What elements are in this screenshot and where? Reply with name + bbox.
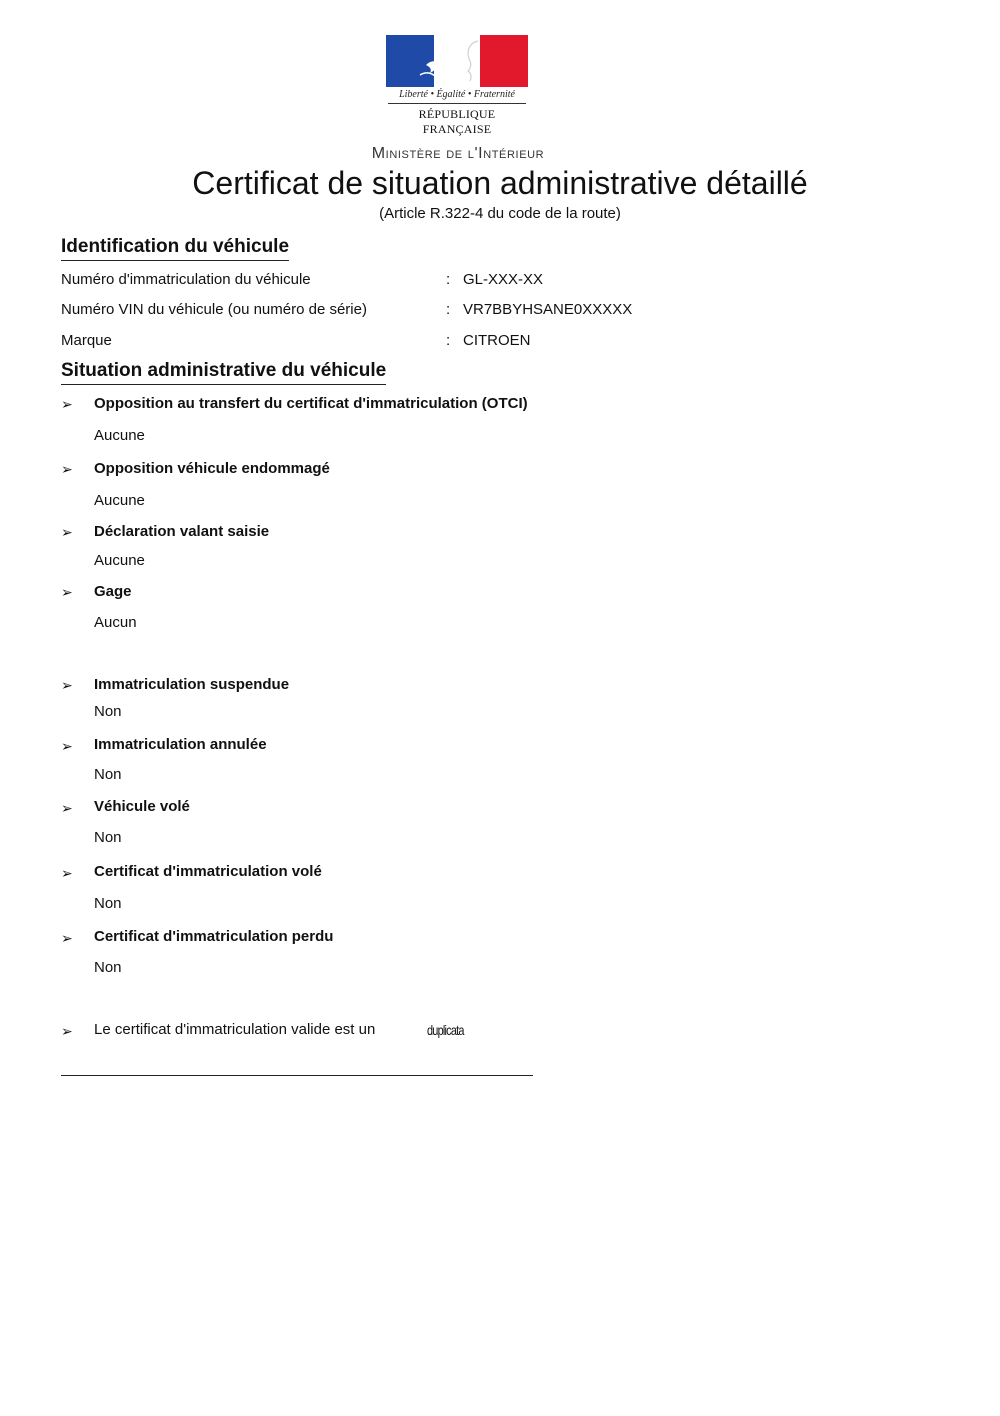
field-colon: : xyxy=(446,271,451,288)
field-value-marque: CITROEN xyxy=(463,332,531,349)
identification-heading: Identification du véhicule xyxy=(61,236,289,261)
field-label-marque: Marque xyxy=(61,332,112,349)
item-value-vole: Non xyxy=(94,829,122,846)
bullet-arrow-icon: ➢ xyxy=(61,396,73,412)
item-value-endommage: Aucune xyxy=(94,492,145,509)
item-title-vole: Véhicule volé xyxy=(94,798,190,815)
field-colon: : xyxy=(446,332,451,349)
field-label-vin: Numéro VIN du véhicule (ou numéro de série) xyxy=(61,301,367,318)
bullet-arrow-icon: ➢ xyxy=(61,524,73,540)
bullet-arrow-icon: ➢ xyxy=(61,1023,73,1039)
item-title-ci-vole: Certificat d'immatriculation volé xyxy=(94,863,322,880)
field-value-vin: VR7BBYHSANE0XXXXX xyxy=(463,301,633,318)
motto: Liberté • Égalité • Fraternité xyxy=(399,89,515,100)
bullet-arrow-icon: ➢ xyxy=(61,677,73,693)
item-value-suspendue: Non xyxy=(94,703,122,720)
marianne-profile-icon xyxy=(386,35,528,87)
item-title-suspendue: Immatriculation suspendue xyxy=(94,676,290,693)
item-title-otci: Opposition au transfert du certificat d'immatriculation (OTCI) xyxy=(94,395,528,412)
item-value-gage: Aucun xyxy=(94,614,137,631)
bullet-arrow-icon: ➢ xyxy=(61,738,73,754)
page-title: Certificat de situation administrative détaillé xyxy=(192,165,808,201)
page-subtitle: (Article R.322-4 du code de la route) xyxy=(379,205,621,222)
item-title-saisie: Déclaration valant saisie xyxy=(94,523,270,540)
item-title-ci-perdu: Certificat d'immatriculation perdu xyxy=(94,928,334,945)
final-value-duplicata: duplicata xyxy=(427,1022,464,1038)
bottom-divider xyxy=(61,1075,533,1076)
item-title-annulee: Immatriculation annulée xyxy=(94,736,267,753)
bullet-arrow-icon: ➢ xyxy=(61,584,73,600)
bullet-arrow-icon: ➢ xyxy=(61,461,73,477)
tricolor-flag xyxy=(386,35,528,87)
item-value-ci-perdu: Non xyxy=(94,959,122,976)
item-value-ci-vole: Non xyxy=(94,895,122,912)
item-value-otci: Aucune xyxy=(94,427,145,444)
logo-divider xyxy=(388,103,526,104)
field-colon: : xyxy=(446,301,451,318)
marianne-logo xyxy=(386,35,528,136)
final-statement: Le certificat d'immatriculation valide est un xyxy=(94,1021,376,1038)
bullet-arrow-icon: ➢ xyxy=(61,930,73,946)
bullet-arrow-icon: ➢ xyxy=(61,865,73,881)
bullet-arrow-icon: ➢ xyxy=(61,800,73,816)
item-title-gage: Gage xyxy=(94,583,132,600)
republique-francaise: RÉPUBLIQUE FRANÇAISE xyxy=(418,107,496,136)
ministry-name: Ministère de l'Intérieur xyxy=(371,145,545,162)
item-title-endommage: Opposition véhicule endommagé xyxy=(94,460,330,477)
item-value-annulee: Non xyxy=(94,766,122,783)
field-value-immatriculation: GL-XXX-XX xyxy=(463,271,544,288)
situation-heading: Situation administrative du véhicule xyxy=(61,360,386,385)
field-label-immatriculation: Numéro d'immatriculation du véhicule xyxy=(61,271,311,288)
item-value-saisie: Aucune xyxy=(94,552,145,569)
